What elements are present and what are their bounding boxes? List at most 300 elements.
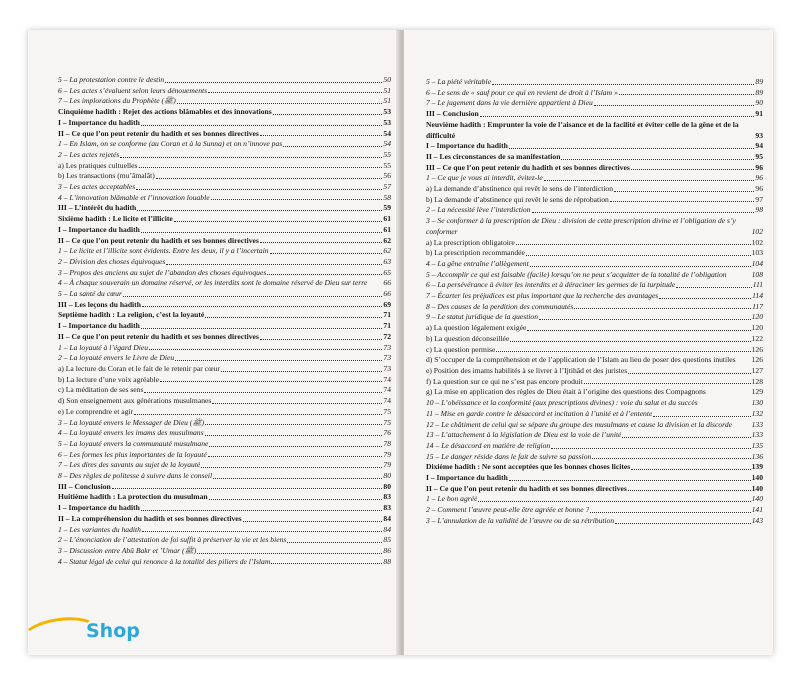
- toc-entry-title: 3 – Les actes acceptables: [58, 182, 136, 192]
- toc-entry-title: 7 – Les implorations du Prophète (ﷺ): [58, 96, 176, 106]
- toc-leader-dots: [539, 312, 751, 320]
- toc-entry-title: f) La question sur ce qui ne s’est pas encore produit: [426, 376, 583, 386]
- toc-entry-title: II – La compréhension du hadith et ses bonnes directives: [58, 513, 242, 523]
- toc-page-number: 65: [383, 267, 391, 277]
- toc-entry-title: 1 – La loyauté à l’égard Dieu: [58, 342, 148, 352]
- toc-entry-title: 5 – Accomplir ce qui est faisable (facile) lorsqu’on ne peut s’acquitter de la totalité de l’obligation: [426, 269, 727, 279]
- toc-entry-title: 8 – Des causes de la perdition des communautés: [426, 301, 574, 311]
- toc-page-number: 88: [383, 556, 391, 566]
- toc-page-number: 61: [383, 224, 391, 234]
- toc-entry-title: 6 – La persévérance à éviter les interdits et à déraciner les germes de la turpitude: [426, 280, 676, 290]
- toc-leader-dots: [260, 332, 383, 340]
- toc-leader-dots: [628, 484, 751, 492]
- toc-page-number: 66: [383, 289, 391, 299]
- toc-entry: [58, 171, 391, 182]
- toc-entry-title: a) La lecture du Coran et le fait de le retenir par cœur: [58, 363, 220, 373]
- toc-leader-dots: [287, 535, 382, 543]
- toc-entry-title: 3 – L’annulation de la validité de l’œuvre ou de sa rétribution: [426, 515, 615, 525]
- toc-page-number: 74: [383, 396, 391, 406]
- toc-page-number: 83: [383, 503, 391, 513]
- toc-page-number: 103: [751, 248, 763, 258]
- toc-page-number: 83: [383, 492, 391, 502]
- toc-entry-title: 2 – Comment l’œuvre peut-elle être agréée et bonne ?: [426, 505, 590, 515]
- toc-page-number: 71: [383, 321, 391, 331]
- toc-entry: [426, 120, 763, 141]
- toc-leader-dots: [544, 173, 755, 181]
- toc-entry: [426, 184, 763, 195]
- toc-entry: [58, 150, 391, 161]
- toc-entry-title: d) S’occuper de la compréhension et de l’application de l’Islam au lieu de poser des questions inutiles: [426, 355, 736, 365]
- toc-entry: [426, 494, 763, 505]
- toc-page-number: 94: [755, 141, 763, 151]
- toc-leader-dots: [120, 150, 382, 158]
- toc-entry: [426, 141, 763, 152]
- toc-entry-title: I – Importance du hadith: [426, 473, 508, 483]
- toc-page-number: 102: [751, 237, 763, 247]
- toc-page-number: 143: [751, 515, 763, 525]
- toc-leader-dots: [141, 118, 383, 126]
- toc-entry: [426, 323, 763, 334]
- toc-entry: [58, 492, 391, 503]
- toc-entry: [58, 557, 391, 568]
- toc-page-number: 57: [383, 182, 391, 192]
- toc-entry: [58, 428, 391, 439]
- toc-leader-dots: [526, 248, 751, 256]
- toc-entry: [426, 195, 763, 206]
- toc-entry: [426, 366, 763, 377]
- toc-entry: [426, 452, 763, 463]
- toc-entry: [426, 302, 763, 313]
- toc-page-number: 122: [751, 333, 763, 343]
- toc-entry: [58, 193, 391, 204]
- toc-leader-dots: [139, 161, 383, 169]
- toc-leader-dots: [631, 462, 750, 470]
- toc-entry: [58, 300, 391, 311]
- toc-leader-dots: [574, 302, 751, 310]
- toc-entry-title: 10 – L’obéissance et la conformité (aux prescriptions divines) : voie du salut et du succès: [426, 398, 698, 408]
- toc-page-number: 55: [383, 149, 391, 159]
- toc-leader-dots: [273, 107, 383, 115]
- toc-leader-dots: [594, 98, 755, 106]
- toc-page-number: 126: [751, 355, 763, 365]
- toc-entry-title: III – Les leçons du hadith: [58, 299, 141, 309]
- toc-page-number: 56: [383, 171, 391, 181]
- toc-entry: [58, 471, 391, 482]
- toc-page-number: 51: [383, 96, 391, 106]
- toc-entry-title: 6 – Les actes s’évaluent selon leurs dénouements: [58, 85, 208, 95]
- toc-entry: [58, 450, 391, 461]
- toc-entry-title: Septième hadith : La religion, c’est la loyauté: [58, 310, 205, 320]
- toc-entry-title: b) Les transactions (mu’âmalât): [58, 171, 155, 181]
- toc-leader-dots: [260, 129, 383, 137]
- toc-page-number: 62: [383, 235, 391, 245]
- toc-entry-title: 13 – L’attachement à la législation de Dieu est la voie de l’unité: [426, 430, 622, 440]
- toc-page-number: 73: [383, 363, 391, 373]
- toc-leader-dots: [175, 353, 382, 361]
- toc-entry-title: Neuvième hadith : Emprunter la voie de l’aisance et de la facilité et éviter celle de la gêne et de la difficulté: [426, 119, 739, 140]
- toc-page-number: 73: [383, 353, 391, 363]
- left-page: [28, 30, 400, 655]
- toc-page-number: 76: [383, 428, 391, 438]
- toc-entry-title: 4 – La loyauté envers les imams des musulmans: [58, 428, 204, 438]
- toc-entry: [426, 398, 763, 409]
- toc-page-number: 140: [751, 473, 763, 483]
- toc-entry: [58, 353, 391, 364]
- toc-entry-title: g) La mise en application des règles de Dieu était à l’origine des questions des Compagnons: [426, 387, 706, 397]
- toc-entry-title: d) Son enseignement aux générations musulmanes: [58, 396, 212, 406]
- toc-page-number: 133: [751, 430, 763, 440]
- toc-leader-dots: [653, 409, 750, 417]
- toc-entry: [58, 535, 391, 546]
- toc-entry: [58, 310, 391, 321]
- toc-entry-title: b) La demande d’abstinence qui revêt le sens de réprobation: [426, 194, 609, 204]
- toc-page-number: 53: [383, 117, 391, 127]
- toc-entry-title: II – Ce que l’on peut retenir du hadith et ses bonnes directives: [426, 483, 627, 493]
- toc-entry-title: Dixième hadith : Ne sont acceptées que les bonnes choses licites: [426, 462, 631, 472]
- toc-leader-dots: [622, 430, 750, 438]
- toc-entry: [58, 439, 391, 450]
- toc-page-number: 58: [383, 192, 391, 202]
- toc-leader-dots: [141, 225, 383, 233]
- toc-entry: [426, 345, 763, 356]
- toc-leader-dots: [610, 195, 755, 203]
- toc-page-number: 129: [751, 387, 763, 397]
- toc-leader-dots: [142, 525, 383, 533]
- toc-entry-title: a) Les pratiques cultuelles: [58, 160, 138, 170]
- toc-entry-title: 4 – Statut légal de celui qui renonce à la totalité des piliers de l’Islam: [58, 556, 271, 566]
- toc-entry: [426, 291, 763, 302]
- toc-entry-title: I – Importance du hadith: [58, 503, 140, 513]
- toc-leader-dots: [174, 214, 383, 222]
- toc-page-number: 128: [751, 376, 763, 386]
- toc-entry: [426, 238, 763, 249]
- toc-leader-dots: [208, 450, 383, 458]
- toc-entry-title: 7 – Le jugement dans la vie dernière appartient à Dieu: [426, 98, 593, 108]
- toc-leader-dots: [221, 364, 382, 372]
- toc-entry: [58, 546, 391, 557]
- toc-entry: [58, 418, 391, 429]
- toc-entry-title: Sixième hadith : Le licite et l’illicite: [58, 214, 173, 224]
- toc-entry-title: 1 – Le bon agréé: [426, 494, 478, 504]
- toc-entry-title: 11 – Mise en garde contre le désaccord et incitation à l’unité et à l’entente: [426, 408, 653, 418]
- toc-entry-title: e) Position des imams habilités à se livrer à l’Ijtihâd et des juristes: [426, 365, 628, 375]
- toc-entry: [426, 377, 763, 388]
- toc-entry: [426, 98, 763, 109]
- toc-entry: [58, 364, 391, 375]
- toc-leader-dots: [166, 257, 382, 265]
- toc-leader-dots: [141, 503, 383, 511]
- toc-leader-dots: [615, 516, 750, 524]
- toc-page-number: 135: [751, 440, 763, 450]
- toc-entry: [58, 129, 391, 140]
- toc-leader-dots: [134, 407, 382, 415]
- toc-entry: [426, 280, 763, 291]
- toc-entry-title: 1 – En Islam, on se conforme (au Coran et à la Sunna) et on n’innove pas: [58, 139, 283, 149]
- toc-entry: [426, 205, 763, 216]
- toc-entry-title: 6 – Le sens de « sauf pour ce qui en revient de droit à l’Islam »: [426, 87, 618, 97]
- toc-entry: [58, 268, 391, 279]
- toc-page-number: 111: [752, 280, 763, 290]
- table-of-contents-left: [58, 75, 391, 567]
- toc-leader-dots: [614, 184, 754, 192]
- toc-page-number: 59: [383, 203, 391, 213]
- toc-page-number: 95: [755, 151, 763, 161]
- toc-entry-title: 2 – Division des choses équivoques: [58, 256, 166, 266]
- toc-page-number: 126: [751, 344, 763, 354]
- toc-entry-title: I – Importance du hadith: [58, 224, 140, 234]
- toc-page-number: 117: [752, 301, 763, 311]
- toc-leader-dots: [530, 259, 751, 267]
- toc-entry-title: 14 – Le désaccord en matière de religion: [426, 440, 551, 450]
- toc-entry: [426, 387, 763, 398]
- toc-entry-title: 7 – Les dires des savants au sujet de la loyauté: [58, 460, 201, 470]
- toc-entry-title: I – Importance du hadith: [58, 117, 140, 127]
- toc-page-number: 91: [755, 109, 763, 119]
- toc-entry: [426, 248, 763, 259]
- toc-leader-dots: [478, 494, 750, 502]
- toc-entry: [58, 332, 391, 343]
- toc-entry: [58, 86, 391, 97]
- toc-page-number: 96: [755, 162, 763, 172]
- toc-leader-dots: [209, 439, 382, 447]
- toc-entry: [426, 334, 763, 345]
- toc-page-number: 114: [752, 291, 763, 301]
- toc-entry-title: e) Le comprendre et agir: [58, 406, 134, 416]
- toc-leader-dots: [619, 88, 755, 96]
- toc-page-number: 72: [383, 331, 391, 341]
- toc-entry-title: 3 – Se conformer à la prescription de Dieu : division de cette prescription divine et l’obligation de s’y conformer: [426, 216, 736, 236]
- toc-entry: [426, 430, 763, 441]
- toc-entry: [58, 236, 391, 247]
- book-spread: [28, 30, 773, 655]
- toc-entry-title: II – Les circonstances de sa manifestation: [426, 151, 561, 161]
- toc-leader-dots: [532, 205, 755, 213]
- toc-page-number: 71: [383, 310, 391, 320]
- toc-entry-title: 3 – Discussion entre Abû Bakr et ’Umar (ﷺ): [58, 545, 197, 555]
- toc-leader-dots: [201, 460, 382, 468]
- toc-entry: [58, 289, 391, 300]
- toc-leader-dots: [283, 139, 382, 147]
- toc-entry-title: 9 – Le statut juridique de la question: [426, 312, 539, 322]
- toc-leader-dots: [509, 473, 751, 481]
- toc-entry: [426, 516, 763, 527]
- toc-entry-title: 5 – La loyauté envers la communauté musulmane: [58, 438, 209, 448]
- toc-page-number: 108: [751, 269, 763, 279]
- toc-entry-title: 5 – La protestation contre le destin: [58, 75, 165, 84]
- toc-entry: [426, 77, 763, 88]
- toc-leader-dots: [205, 310, 382, 318]
- toc-leader-dots: [213, 471, 382, 479]
- toc-page-number: 89: [755, 77, 763, 86]
- toc-page-number: 130: [751, 398, 763, 408]
- toc-entry: [58, 321, 391, 332]
- toc-page-number: 78: [383, 438, 391, 448]
- toc-page-number: 96: [755, 184, 763, 194]
- toc-entry-title: 2 – L’énonciation de l’attestation de foi suffit à préserver la vie et les biens: [58, 535, 287, 545]
- toc-leader-dots: [510, 334, 750, 342]
- toc-leader-dots: [492, 77, 754, 85]
- toc-entry-title: 5 – La santé du cœur: [58, 289, 122, 299]
- toc-entry: [58, 278, 391, 289]
- toc-entry: [58, 214, 391, 225]
- toc-entry: [426, 420, 763, 431]
- toc-entry-title: 5 – La piété véritable: [426, 77, 491, 86]
- toc-page-number: 96: [755, 173, 763, 183]
- toc-leader-dots: [628, 366, 750, 374]
- toc-entry-title: a) La prescription obligatoire: [426, 237, 515, 247]
- table-of-contents-right: [426, 77, 763, 527]
- toc-leader-dots: [209, 492, 383, 500]
- toc-entry: [58, 246, 391, 257]
- toc-entry: [58, 375, 391, 386]
- toc-entry-title: 2 – Les actes rejetés: [58, 149, 120, 159]
- toc-entry: [58, 225, 391, 236]
- toc-entry-title: 3 – Propos des anciens au sujet de l’abandon des choses équivoques: [58, 267, 267, 277]
- toc-entry: [426, 270, 763, 281]
- toc-entry: [426, 355, 763, 366]
- toc-page-number: 54: [383, 128, 391, 138]
- toc-entry-title: 3 – La loyauté envers le Messager de Dieu (ﷺ): [58, 417, 205, 427]
- toc-entry-title: III – L’intérêt du hadith: [58, 203, 137, 213]
- toc-entry-title: III – Ce que l’on peut retenir du hadith et ses bonnes directives: [426, 162, 630, 172]
- toc-entry: [58, 482, 391, 493]
- toc-entry-title: II – Ce que l’on peut retenir du hadith et ses bonnes directives: [58, 128, 259, 138]
- toc-entry: [58, 407, 391, 418]
- toc-leader-dots: [267, 268, 382, 276]
- toc-page-number: 84: [383, 513, 391, 523]
- toc-entry-title: III – Conclusion: [426, 109, 479, 119]
- toc-leader-dots: [142, 300, 382, 308]
- toc-leader-dots: [551, 441, 750, 449]
- toc-page-number: 132: [751, 408, 763, 418]
- toc-entry-title: 2 – La nécessité lève l’interdiction: [426, 205, 531, 215]
- toc-entry: [58, 460, 391, 471]
- toc-leader-dots: [205, 428, 383, 436]
- toc-entry-title: c) La méditation de ses sens: [58, 385, 144, 395]
- toc-leader-dots: [208, 86, 382, 94]
- toc-entry-title: III – Conclusion: [58, 481, 111, 491]
- toc-entry: [58, 343, 391, 354]
- toc-leader-dots: [205, 418, 382, 426]
- toc-entry-title: a) La demande d’abstinence qui revêt le sens de l’interdiction: [426, 184, 614, 194]
- toc-entry: [58, 75, 391, 86]
- toc-entry-title: 4 – La gêne entraîne l’allègement: [426, 258, 529, 268]
- toc-entry-title: 4 – L’innovation blâmable et l’innovation louable: [58, 192, 210, 202]
- toc-page-number: 127: [751, 365, 763, 375]
- toc-leader-dots: [212, 396, 382, 404]
- toc-entry: [426, 173, 763, 184]
- toc-page-number: 85: [383, 535, 391, 545]
- toc-entry: [426, 163, 763, 174]
- toc-leader-dots: [243, 514, 383, 522]
- toc-entry: [426, 473, 763, 484]
- toc-entry-title: 1 – Ce que je vous ai interdit, évitez-le: [426, 173, 543, 183]
- toc-leader-dots: [659, 291, 751, 299]
- toc-leader-dots: [197, 546, 382, 554]
- toc-leader-dots: [271, 557, 382, 565]
- toc-page-number: 104: [751, 258, 763, 268]
- toc-page-number: 50: [383, 75, 391, 84]
- toc-page-number: 89: [755, 87, 763, 97]
- toc-entry-title: II – Ce que l’on peut retenir du hadith et ses bonnes directives: [58, 331, 259, 341]
- toc-entry: [58, 182, 391, 193]
- toc-leader-dots: [509, 141, 755, 149]
- toc-leader-dots: [590, 505, 750, 513]
- toc-entry: [58, 503, 391, 514]
- toc-page-number: 80: [383, 471, 391, 481]
- toc-entry-title: I – Importance du hadith: [426, 141, 508, 151]
- toc-entry-title: c) La question permise: [426, 344, 496, 354]
- toc-leader-dots: [144, 385, 382, 393]
- toc-page-number: 80: [383, 481, 391, 491]
- toc-leader-dots: [676, 280, 752, 288]
- toc-entry-title: b) La question déconseillée: [426, 333, 510, 343]
- toc-page-number: 102: [751, 226, 763, 236]
- toc-entry: [58, 203, 391, 214]
- toc-entry: [58, 161, 391, 172]
- toc-leader-dots: [211, 193, 383, 201]
- toc-entry: [58, 107, 391, 118]
- toc-entry: [426, 484, 763, 495]
- toc-page-number: 79: [383, 460, 391, 470]
- toc-entry: [426, 462, 763, 473]
- toc-entry: [58, 257, 391, 268]
- toc-page-number: 79: [383, 449, 391, 459]
- toc-entry: [426, 312, 763, 323]
- toc-leader-dots: [496, 345, 750, 353]
- toc-leader-dots: [516, 238, 751, 246]
- toc-page-number: 86: [383, 545, 391, 555]
- toc-leader-dots: [137, 203, 382, 211]
- toc-page-number: 63: [383, 256, 391, 266]
- toc-page-number: 55: [383, 160, 391, 170]
- toc-page-number: 51: [383, 85, 391, 95]
- toc-entry: [426, 409, 763, 420]
- right-page: [404, 30, 773, 655]
- toc-entry: [426, 152, 763, 163]
- toc-entry: [58, 385, 391, 396]
- toc-page-number: 140: [751, 483, 763, 493]
- toc-leader-dots: [561, 152, 754, 160]
- toc-page-number: 84: [383, 524, 391, 534]
- toc-entry: [426, 441, 763, 452]
- toc-entry-title: 6 – Les formes les plus importantes de la loyauté: [58, 449, 207, 459]
- toc-page-number: 93: [755, 130, 763, 140]
- toc-page-number: 73: [383, 342, 391, 352]
- toc-entry-title: 12 – Le châtiment de celui qui se sépare du groupe des musulmans et cause la division et la discorde: [426, 419, 733, 429]
- toc-entry: [58, 139, 391, 150]
- toc-page-number: 120: [751, 323, 763, 333]
- toc-page-number: 66: [383, 278, 391, 288]
- toc-page-number: 97: [755, 194, 763, 204]
- toc-leader-dots: [123, 289, 382, 297]
- toc-page-number: 74: [383, 385, 391, 395]
- toc-entry-title: 7 – Écarter les préjudices est plus important que la recherche des avantages: [426, 291, 659, 301]
- toc-page-number: 53: [383, 107, 391, 117]
- shop-logo: [22, 612, 162, 650]
- toc-leader-dots: [631, 163, 755, 171]
- toc-entry: [58, 96, 391, 107]
- toc-page-number: 139: [751, 462, 763, 472]
- toc-entry: [426, 259, 763, 270]
- toc-entry-title: a) La question légalement exigée: [426, 323, 527, 333]
- toc-entry: [58, 396, 391, 407]
- toc-leader-dots: [141, 321, 383, 329]
- toc-leader-dots: [584, 377, 751, 385]
- toc-entry-title: b) La prescription recommandée: [426, 248, 525, 258]
- toc-page-number: 133: [751, 419, 763, 429]
- toc-entry-title: 2 – La loyauté envers le Livre de Dieu: [58, 353, 175, 363]
